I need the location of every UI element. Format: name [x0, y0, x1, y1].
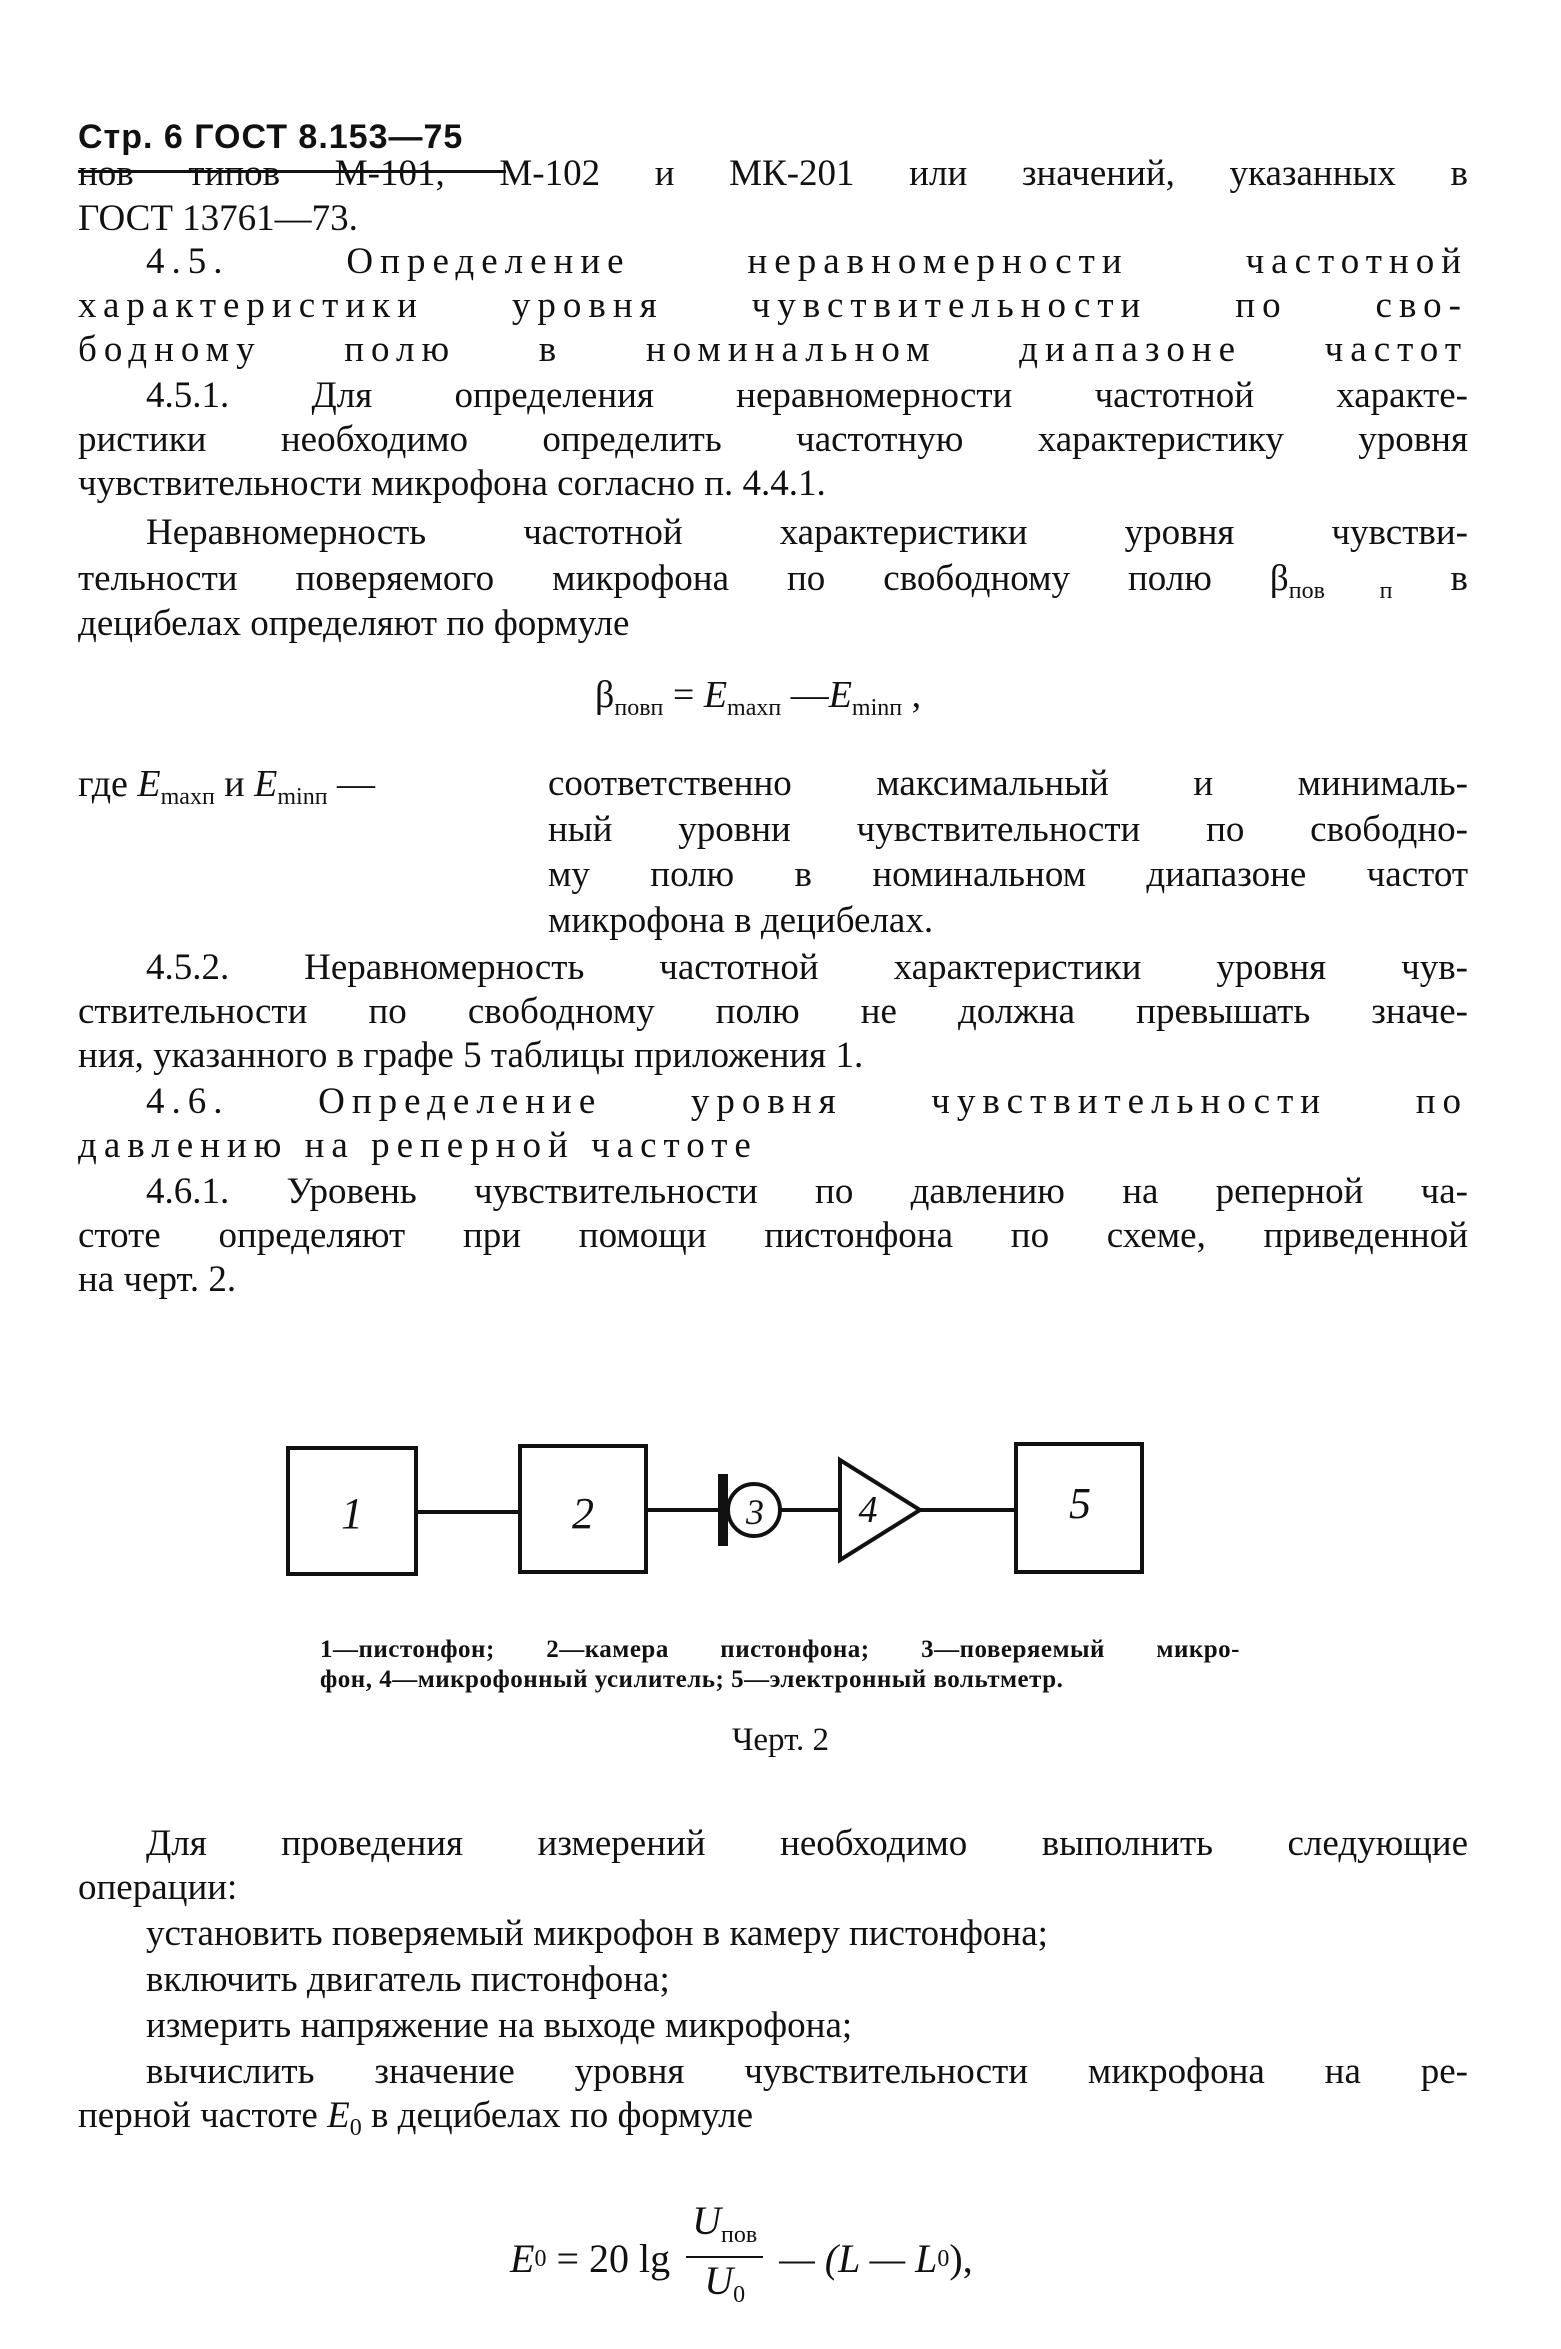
- para-4-6-1-line2: стоте определяют при помощи пистонфона по схеме, приведенной: [78, 1215, 1468, 1256]
- where-clause-line4: микрофона в децибелах.: [548, 900, 934, 941]
- para-4-5-2-line2: ствительности по свободному полю не должна превышать значе-: [78, 991, 1468, 1032]
- section-4-6-heading-line1: 4.6. Определение уровня чувствительности по: [146, 1081, 1468, 1122]
- section-4-6-heading-line2: давлению на реперной частоте: [78, 1125, 758, 1166]
- para-4-5-2-line1: 4.5.2. Неравномерность частотной характеристики уровня чув-: [146, 947, 1468, 988]
- formula-e0: E 0 = 20 lg $U_{пов}$ $U_0$ — (L — L 0 ),: [510, 2200, 973, 2318]
- where-clause-terms: где $E_{maxп}$ и $E_{minп}$ —: [78, 763, 376, 810]
- ops-line1: Для проведения измерений необходимо выполнить следующие: [146, 1823, 1468, 1864]
- block-1-label: 1: [341, 1489, 363, 1538]
- para-nerav-line3: децибелах определяют по формуле: [78, 603, 630, 644]
- fraction: $U_{пов}$ $U_0$: [686, 2200, 763, 2318]
- block-4-amplifier: [840, 1460, 920, 1560]
- block-3-label: 3: [746, 1492, 764, 1532]
- ops-line5: измерить напряжение на выходе микрофона;: [146, 2005, 853, 2046]
- ops-line4: включить двигатель пистонфона;: [146, 1959, 670, 2000]
- drawing-label: Черт. 2: [731, 1722, 830, 1758]
- para-4-6-1-line3: на черт. 2.: [78, 1259, 237, 1300]
- para-cont-line2: ГОСТ 13761—73.: [78, 198, 358, 239]
- para-4-6-1-line1: 4.6.1. Уровень чувствительности по давлению на реперной ча-: [146, 1171, 1468, 1212]
- para-nerav-line1: Неравномерность частотной характеристики уровня чувстви-: [146, 512, 1468, 553]
- page-header: Стр. 6 ГОСТ 8.153—75: [78, 118, 464, 156]
- ops-line7: перной частоте $E_0$ в децибелах по формуле: [78, 2095, 754, 2141]
- para-nerav-line2: тельности поверяемого микрофона по свободному полю $\beta_{пов п}$ в: [78, 558, 1468, 604]
- where-clause-line3: му полю в номинальном диапазоне частот: [548, 854, 1468, 895]
- section-4-5-heading-line1: 4.5. Определение неравномерности частотной: [146, 241, 1468, 282]
- para-4-5-1-line3: чувствительности микрофона согласно п. 4.4.1.: [78, 463, 826, 504]
- para-4-5-1-line2: ристики необходимо определить частотную характеристику уровня: [78, 419, 1468, 460]
- section-4-5-heading-line3: бодному полю в номинальном диапазоне частот: [78, 329, 1468, 370]
- measurement-schematic: [280, 1430, 1280, 1600]
- ops-line3: установить поверяемый микрофон в камеру пистонфона;: [146, 1913, 1048, 1954]
- where-clause-line1: соответственно максимальный и минималь-: [548, 763, 1468, 804]
- diagram-caption-line1: 1—пистонфон; 2—камера пистонфона; 3—поверяемый микро-: [320, 1636, 1240, 1663]
- ops-line2: операции:: [78, 1867, 238, 1908]
- section-4-5-heading-line2: характеристики уровня чувствительности по сво-: [78, 285, 1468, 326]
- para-cont-line1: нов типов М-101, М-102 и МК-201 или значений, указанных в: [78, 153, 1468, 194]
- where-clause-line2: ный уровни чувствительности по свободно-: [548, 809, 1468, 850]
- para-4-5-1-line1: 4.5.1. Для определения неравномерности частотной характе-: [146, 375, 1468, 416]
- para-4-5-2-line3: ния, указанного в графе 5 таблицы приложения 1.: [78, 1035, 864, 1076]
- formula-beta: $\beta_{повп} = E_{maxп}$ $—E_{minп}$ ,: [595, 674, 922, 721]
- ops-line6: вычислить значение уровня чувствительности микрофона на ре-: [146, 2051, 1468, 2092]
- block-5-label: 5: [1069, 1479, 1091, 1528]
- block-4-label: 4: [858, 1489, 878, 1531]
- diagram-caption-line2: фон, 4—микрофонный усилитель; 5—электронный вольтметр.: [320, 1666, 1064, 1693]
- block-2-label: 2: [572, 1489, 594, 1538]
